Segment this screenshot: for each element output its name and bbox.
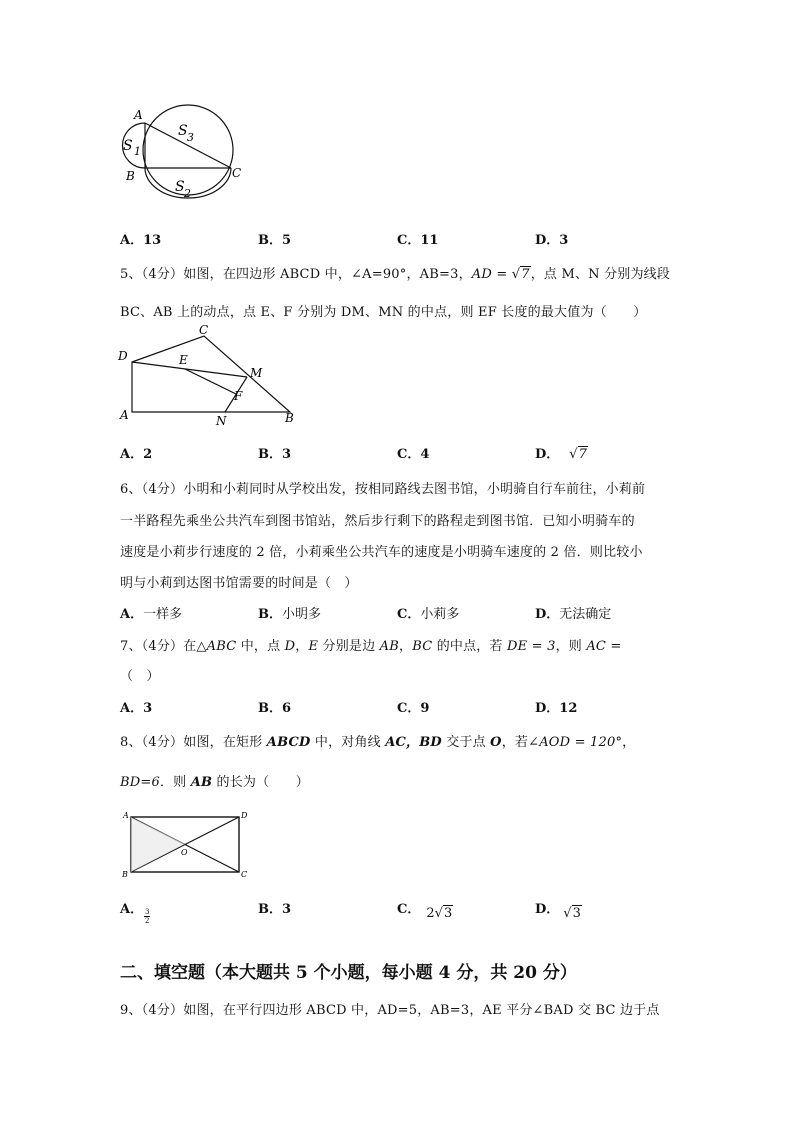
q6-option-c[interactable]: C．小莉多 — [397, 607, 460, 622]
section-heading: 二、填空题（本大题共 5 个小题，每小题 4 分，共 20 分） — [120, 963, 577, 983]
label-d: D — [241, 811, 248, 820]
label-s3-sub: 3 — [187, 131, 194, 144]
label-n: N — [216, 414, 227, 428]
q6-stem-line2: 一半路程先乘坐公共汽车到图书馆站，然后步行剩下的路程走到图书馆．已知小明骑车的 — [120, 514, 635, 529]
q9-stem-line1: 9、（4分）如图，在平行四边形 ABCD 中，AD=5，AB=3，AE 平分∠BAD 交 BC 边于点 — [120, 1003, 660, 1018]
q6-option-b[interactable]: B．小明多 — [258, 607, 322, 622]
q6-stem-line1: 6、（4分）小明和小莉同时从学校出发，按相同路线去图书馆，小明骑自行车前往，小莉前 — [120, 482, 646, 497]
label-d: D — [118, 349, 128, 363]
q4-option-c[interactable]: C．11 — [397, 233, 439, 248]
q4-option-a[interactable]: A．13 — [120, 233, 162, 248]
label-a: A — [120, 408, 129, 422]
q6-option-d[interactable]: D．无法确定 — [535, 607, 612, 622]
label-s1-sub: 1 — [134, 145, 141, 158]
label-c: C — [241, 870, 248, 879]
label-a: A — [123, 811, 129, 820]
q5-figure — [115, 322, 305, 430]
fraction-3-2: 3 2 — [145, 908, 150, 925]
label-o: O — [181, 848, 188, 857]
q8-stem-line2: BD=6．则 AB 的长为（ ） — [120, 775, 309, 790]
q8-option-b[interactable]: B．3 — [258, 902, 292, 917]
q6-stem-line4: 明与小莉到达图书馆需要的时间是（ ） — [120, 576, 358, 591]
q8-figure — [118, 808, 258, 882]
label-a: A — [134, 108, 143, 122]
sqrt-symbol: √3 — [434, 906, 453, 921]
q5-option-a[interactable]: A．2 — [120, 447, 153, 462]
quadrilateral-abcd — [132, 336, 290, 412]
label-f: F — [234, 389, 243, 403]
label-e: E — [179, 353, 188, 367]
sqrt-symbol: √7 — [569, 447, 587, 462]
q7-option-c[interactable]: C．9 — [397, 701, 430, 716]
q5-stem-line2: BC、AB 上的动点，点 E、F 分别为 DM、MN 的中点，则 EF 长度的最大值为（ ） — [120, 305, 647, 320]
q4-figure — [110, 95, 260, 215]
label-c: C — [232, 166, 242, 180]
sqrt-symbol: √3 — [563, 906, 581, 921]
side-ac — [145, 123, 231, 168]
q4-option-d[interactable]: D．3 — [535, 233, 569, 248]
q7-stem-line1: 7、（4分）在△ABC 中，点 D，E 分别是边 AB，BC 的中点，若 DE = 3，则 AC = — [120, 639, 622, 654]
q5-option-b[interactable]: B．3 — [258, 447, 292, 462]
label-s2: S — [175, 179, 185, 195]
q4-option-b[interactable]: B．5 — [258, 233, 292, 248]
q8-stem-line1: 8、（4分）如图，在矩形 ABCD 中，对角线 AC，BD 交于点 O，若∠AOD = 120°， — [120, 735, 636, 750]
label-c: C — [199, 323, 209, 337]
q7-stem-line2: （ ） — [120, 669, 160, 684]
sqrt-symbol: √7 — [511, 267, 530, 282]
shaded-triangle — [131, 817, 185, 872]
large-circle — [143, 105, 233, 195]
q7-option-a[interactable]: A．3 — [120, 701, 153, 716]
q6-stem-line3: 速度是小莉步行速度的 2 倍，小莉乘坐公共汽车的速度是小明骑车速度的 2 倍．则比较小 — [120, 545, 643, 560]
q8-option-d[interactable]: D． √3 — [535, 902, 581, 921]
q7-option-b[interactable]: B．6 — [258, 701, 292, 716]
label-s1: S — [123, 138, 133, 154]
q7-option-d[interactable]: D．12 — [535, 701, 578, 716]
label-b: B — [126, 169, 135, 183]
segment-dm — [132, 362, 247, 377]
q5-stem-line1: 5、（4分）如图，在四边形 ABCD 中，∠A=90°，AB=3，AD = √7，点 M、N 分别为线段 — [120, 267, 671, 282]
q5-option-d[interactable]: D． √7 — [535, 447, 587, 462]
label-s2-sub: 2 — [184, 187, 191, 200]
q8-option-a[interactable]: A． 3 2 — [120, 902, 150, 925]
label-b: B — [122, 870, 128, 879]
label-b: B — [285, 411, 294, 425]
label-m: M — [250, 366, 263, 380]
q6-option-a[interactable]: A．一样多 — [120, 607, 183, 622]
label-s3: S — [178, 123, 188, 139]
q8-option-c[interactable]: C． 2√3 — [397, 902, 453, 921]
q5-option-c[interactable]: C．4 — [397, 447, 430, 462]
